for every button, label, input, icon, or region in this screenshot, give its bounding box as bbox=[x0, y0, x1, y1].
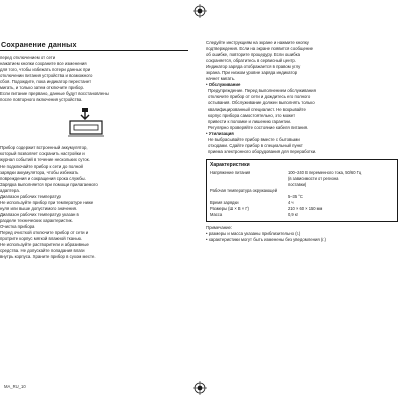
text-line: отходами. Сдайте прибор в специальный пункт bbox=[208, 142, 303, 148]
text-line: Диапазон рабочих температур bbox=[0, 193, 61, 199]
text-line: Очистка прибора bbox=[0, 223, 35, 229]
text-line: Предупреждение. Перед выполнением обслуживания bbox=[208, 88, 316, 94]
text-line: корпус прибора самостоятельно, это может bbox=[208, 112, 296, 118]
text-line: зарядки аккумулятора, чтобы избежать bbox=[0, 169, 79, 175]
text-line: нажатием кнопки сохраните все изменения bbox=[0, 61, 87, 67]
spec-key: Напряжение питания bbox=[210, 169, 251, 175]
text-line: повреждения и сокращения срока службы. bbox=[0, 175, 86, 181]
device-icon bbox=[66, 107, 106, 141]
text-line: перед отключением от сети bbox=[0, 55, 56, 60]
text-line: экрана. При низком уровне заряда индикатор bbox=[206, 70, 298, 76]
text-line: внутрь корпуса. Храните прибор в сухом месте. bbox=[0, 254, 96, 260]
text-line: Индикатор заряда отображается в правом углу bbox=[206, 64, 301, 70]
text-line: адаптера. bbox=[0, 187, 20, 193]
note-line: • размеры и масса указаны приблизительно (г.) bbox=[206, 230, 301, 236]
text-line: привести к поломке и лишению гарантии. bbox=[208, 118, 292, 124]
text-line: для того, чтобы избежать потери данных при bbox=[0, 67, 91, 73]
spec-value: 0,9 кг bbox=[288, 211, 299, 217]
spec-value: 100–240 В переменного тока, 50/60 Гц bbox=[288, 169, 362, 175]
text-line: Регулярно проверяйте состояние кабеля питания. bbox=[208, 124, 309, 130]
text-line: Зарядка выполняется при помощи прилагаемого bbox=[0, 181, 98, 187]
device-illustration bbox=[0, 107, 188, 141]
spec-value: 4 ч bbox=[288, 199, 294, 205]
spec-key: Масса bbox=[210, 211, 223, 217]
text-line: подтверждения. Если на экране появится сообщение bbox=[206, 46, 313, 52]
text-line: Диапазон рабочих температур указан в bbox=[0, 211, 79, 217]
text-line: разделе технических характеристик. bbox=[0, 217, 73, 223]
text-line: Прибор содержит встроенный аккумулятор, bbox=[0, 145, 88, 151]
text-line: Не выбрасывайте прибор вместе с бытовыми bbox=[208, 136, 300, 142]
text-line: начнет мигать. bbox=[206, 76, 236, 82]
spec-value: 210 × 60 × 150 мм bbox=[288, 205, 323, 211]
text-line: Не используйте растворители и абразивные bbox=[0, 242, 89, 248]
note-line: Примечание: bbox=[206, 224, 233, 230]
text-line: мигать, и только затем отключите прибор. bbox=[0, 85, 85, 91]
text-line: который позволяет сохранить настройки и bbox=[0, 151, 85, 157]
left-paragraph-bottom bbox=[0, 145, 188, 260]
right-column bbox=[206, 40, 400, 243]
footer-left-text: MA_RU_10 bbox=[4, 384, 26, 389]
specifications-title: Характеристики bbox=[210, 161, 250, 168]
section-heading-disposal: • Утилизация bbox=[206, 130, 234, 136]
text-line: Если питание прервано, данные будут восстановлены bbox=[0, 91, 109, 97]
crosshair-icon bbox=[193, 381, 207, 395]
left-column bbox=[0, 40, 188, 260]
text-line: об ошибке, повторите процедуру. Если ошибка bbox=[206, 52, 300, 58]
section-title: Сохранение данных bbox=[0, 40, 188, 51]
spec-value: 5–35 °C bbox=[288, 193, 303, 199]
specifications-box bbox=[206, 159, 398, 222]
notes bbox=[206, 225, 400, 243]
spec-key: Время зарядки bbox=[210, 199, 239, 205]
text-line: нуля или выше допустимого значения. bbox=[0, 205, 78, 211]
text-line: после повторного включения устройства. bbox=[0, 97, 83, 103]
spec-value: поставки) bbox=[288, 181, 307, 187]
text-line: Не подключайте прибор к сети до полной bbox=[0, 163, 83, 169]
disposal-text bbox=[206, 137, 400, 155]
text-line: приема электронного оборудования для переработки. bbox=[208, 148, 317, 154]
maintenance-text bbox=[206, 88, 400, 130]
text-line: отключите прибор от сети и дождитесь его полного bbox=[208, 94, 311, 100]
left-paragraph-top bbox=[0, 55, 188, 103]
spec-value: (в зависимости от региона bbox=[288, 175, 339, 181]
text-line: Перед очисткой отключите прибор от сети и bbox=[0, 230, 89, 236]
text-line: квалифицированный специалист. Не вскрывайте bbox=[208, 106, 306, 112]
spec-key: Рабочая температура окружающей bbox=[210, 187, 278, 193]
text-line: журнал событий в течение нескольких суток. bbox=[0, 157, 90, 163]
text-line: Не используйте прибор при температуре ниже bbox=[0, 199, 94, 205]
text-line: сбоя. Подождите, пока индикатор перестанет bbox=[0, 79, 92, 85]
section-heading-maintenance: • Обслуживание bbox=[206, 82, 241, 88]
text-line: сохраняется, обратитесь в сервисный центр. bbox=[206, 58, 297, 64]
note-line: • характеристики могут быть изменены без уведомления (г.) bbox=[206, 236, 326, 242]
text-line: средства. Не допускайте попадания влаги bbox=[0, 248, 85, 254]
registration-mark-bottom bbox=[193, 381, 207, 395]
spec-row bbox=[210, 212, 394, 218]
text-line: протрите корпус мягкой влажной тканью. bbox=[0, 236, 83, 242]
text-line: Следуйте инструкциям на экране и нажмите кнопку bbox=[206, 40, 309, 45]
right-paragraph-top bbox=[206, 40, 400, 82]
spec-key: Размеры (Ш × В × Г) bbox=[210, 205, 249, 211]
text-line: остывания. Обслуживание должен выполнять только bbox=[208, 100, 315, 106]
crosshair-icon bbox=[193, 4, 207, 18]
registration-mark-top bbox=[193, 4, 207, 18]
text-line: отключении питания устройства и возможного bbox=[0, 73, 93, 79]
